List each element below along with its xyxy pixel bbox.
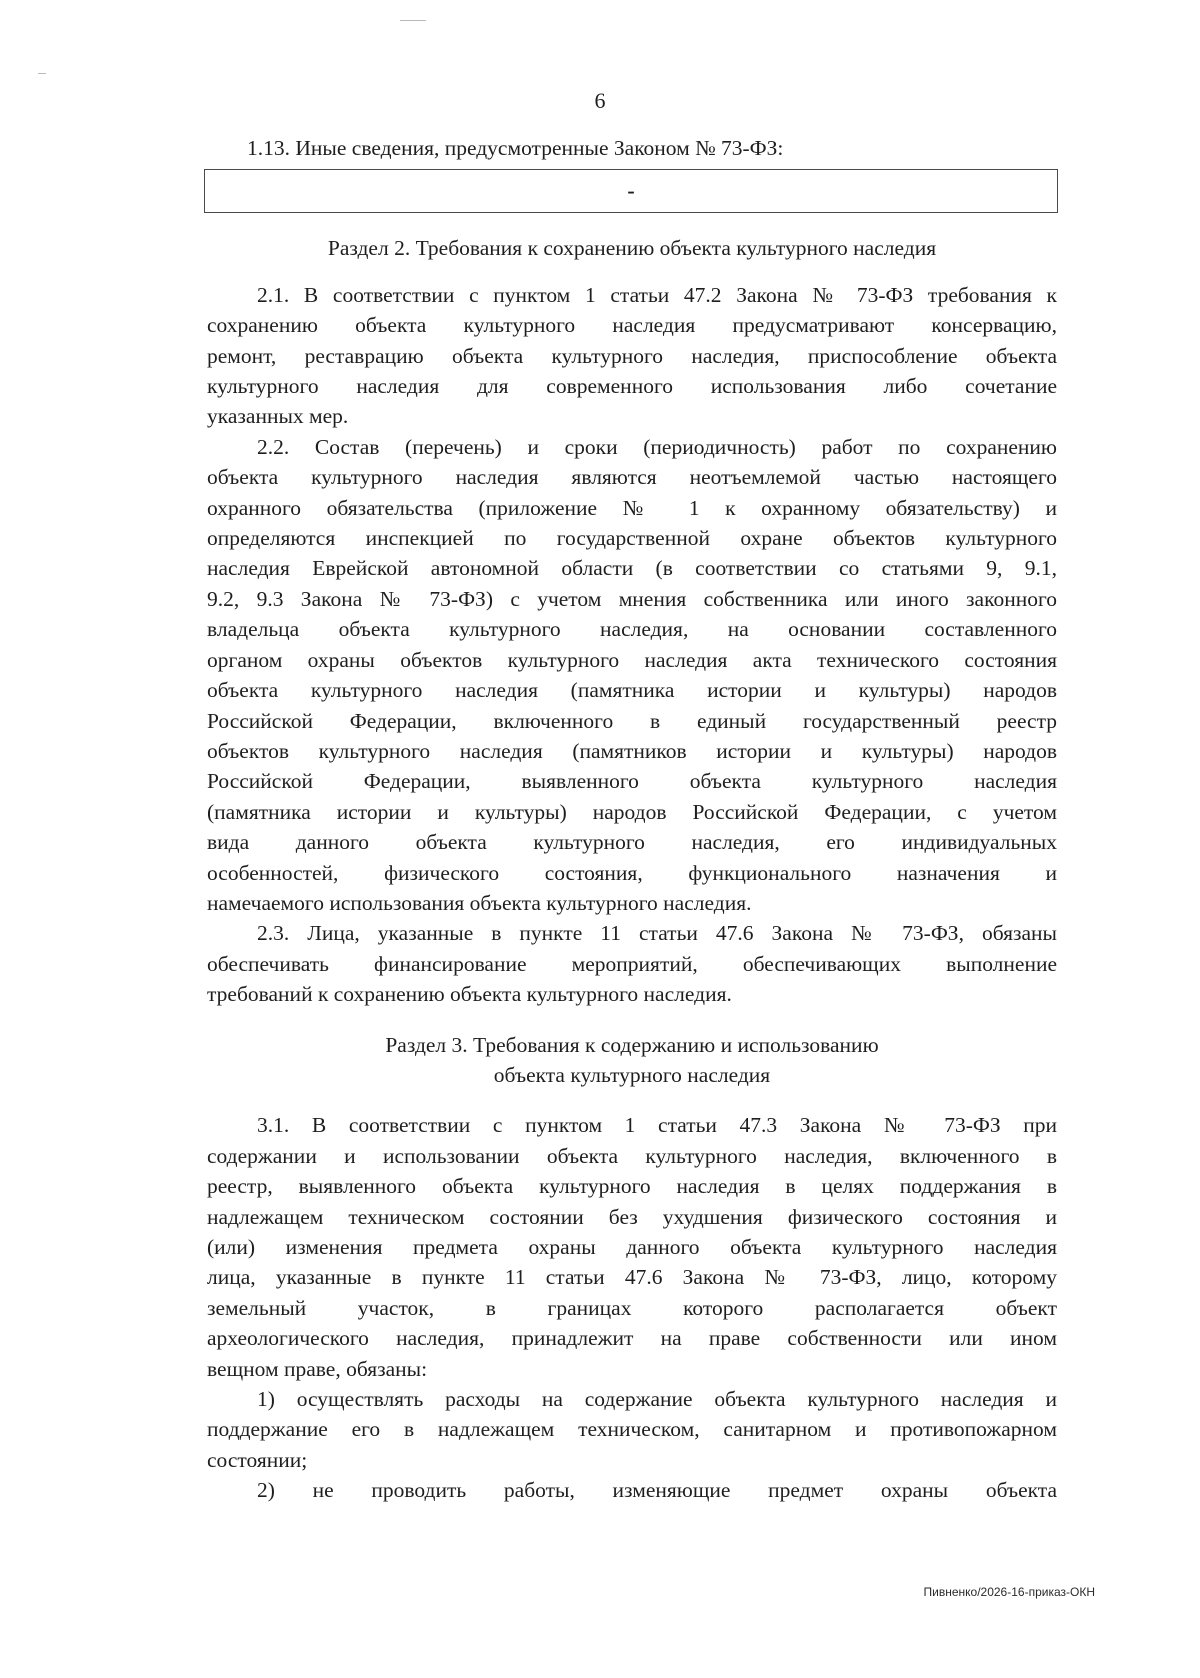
footer-reference: Пивненко/2026-16-приказ-ОКН [923, 1585, 1095, 1599]
other-info-value: - [627, 178, 635, 204]
paragraph-2-2: 2.2. Состав (перечень) и сроки (периодичность) работ по сохранению объекта культурного наследия являются неотъемлемой частью настоящего охранного обязательства (приложение № 1 к охранному обязательству) и определяются инспекцией по государственной охране объектов культурного наследия Еврейской автономной области (в соответствии со статьями 9, 9.1, 9.2, 9.3 Закона № 73-ФЗ) с учетом мнения собственника или иного законного владельца объекта культурного наследия, на основании составленного органом охраны объектов культурного наследия акта технического состояния объекта культурного наследия (памятника истории и культуры) народов Российской Федерации, включенного в единый государственный реестр объектов культурного наследия (памятников истории и культуры) народов Российской Федерации, выявленного объекта культурного наследия (памятника истории и культуры) народов Российской Федерации, с учетом вида данного объекта культурного наследия, его индивидуальных особенностей, физического состояния, функционального назначения и намечаемого использования объекта культурного наследия. [207, 434, 1057, 915]
section-3-title-line-2: объекта культурного наследия [493, 1062, 771, 1087]
list-item-1: 1) осуществлять расходы на содержание объекта культурного наследия и поддержание его в надлежащем техническом, санитарном и противопожарном состоянии; [207, 1387, 1057, 1472]
page-number: 6 [594, 88, 606, 113]
other-info-field [204, 169, 1058, 213]
list-item-2: 2) не проводить работы, изменяющие предмет охраны объекта [257, 1478, 1057, 1503]
item-1-13: 1.13. Иные сведения, предусмотренные Законом № 73-ФЗ: [247, 136, 784, 160]
section-3-title-line-1: Раздел 3. Требования к содержанию и использованию [385, 1032, 879, 1057]
paragraph-2-3: 2.3. Лица, указанные в пункте 11 статьи 47.6 Закона № 73-ФЗ, обязаны обеспечивать финансирование мероприятий, обеспечивающих выполнение требований к сохранению объекта культурного наследия. [207, 921, 1057, 1007]
scan-artifact [400, 20, 426, 21]
paragraph-2-1: 2.1. В соответствии с пунктом 1 статьи 47.2 Закона № 73-ФЗ требования к сохранению объекта культурного наследия предусматривают консервацию, ремонт, реставрацию объекта культурного наследия, приспособление объекта культурного наследия для современного использования либо сочетание указанных мер. [207, 282, 1057, 429]
section-2-title: Раздел 2. Требования к сохранению объекта культурного наследия [327, 236, 937, 261]
scan-artifact [38, 73, 46, 74]
document-body [207, 133, 1057, 1506]
paragraph-3-1: 3.1. В соответствии с пунктом 1 статьи 47.3 Закона № 73-ФЗ при содержании и использовании объекта культурного наследия, включенного в реестр, выявленного объекта культурного наследия в целях поддержания в надлежащем техническом состоянии без ухудшения физического состояния и (или) изменения предмета охраны данного объекта культурного наследия лица, указанные в пункте 11 статьи 47.6 Закона № 73-ФЗ, лицо, которому земельный участок, в границах которого располагается объект археологического наследия, принадлежит на праве собственности или ином вещном праве, обязаны: [207, 1113, 1057, 1381]
